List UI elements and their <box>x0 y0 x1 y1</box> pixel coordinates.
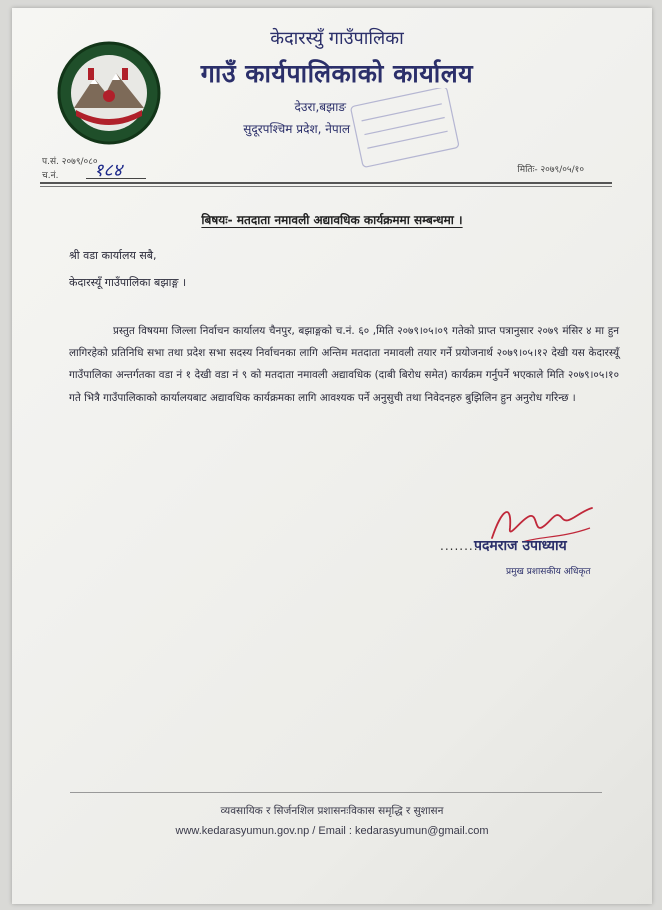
signatory-title: प्रमुख प्रशासकीय अधिकृत <box>506 567 591 577</box>
address-line-2: सुदूरपश्चिम प्रदेश, नेपाल <box>243 122 350 136</box>
address-line-1: देउरा,बझाङ <box>294 100 346 114</box>
cn-label: च.नं. <box>42 171 59 181</box>
municipality-name: केदारस्युँ गाउँपालिका <box>270 28 404 49</box>
footer-divider <box>70 792 602 793</box>
emblem-icon <box>54 38 164 148</box>
ps-number: प.सं. २०७९/०८० <box>42 157 98 167</box>
signature-dots: ........ <box>440 539 479 553</box>
footer-slogan: व्यवसायिक र सिर्जनशिल प्रशासनःविकास समृद्धि र सुशासन <box>220 805 444 817</box>
cn-handwritten-number: १८४ <box>94 160 123 181</box>
header-divider-thin <box>40 186 612 187</box>
cn-underline <box>86 178 146 179</box>
header-divider <box>40 182 612 184</box>
letter-date: मितिः- २०७९/०५/१० <box>517 165 584 175</box>
office-stamp-icon <box>350 88 460 168</box>
recipient-line-1: श्री वडा कार्यालय सबै, <box>69 249 157 262</box>
letter-body: प्रस्तुत विषयमा जिल्ला निर्वाचन कार्यालय चैनपुर, बझाङ्गको च.नं. ६० ,मिति २०७९।०५।०९ गतेको प्राप्त पत्रानुसार २०७९ मंसिर ४ मा हुन लागिरहेको प्रतिनिधि सभा तथा प्रदेश सभा सदस्य निर्वाचनका लागि अन्तिम मतदाता नमावली तयार गर्ने प्रयोजनार्थ २०७९।०५।१२ देखी यस केदारस्यूँ गाउँपालिका अन्तर्गतका वडा नं १ देखी वडा नं ९ को मतदाता नमावली अद्यावधिक (दाबी बिरोध समेत) कार्यक्रम गर्नुपर्ने भएकाले मिति २०७९।०५।१० गते भित्रै गाउँपालिकाको कार्यालयबाट अद्यावधिक कार्यक्रमका लागि आवश्यक पर्ने अनुसुची तथा निवेदनहरु बुझिलिन हुन अनुरोध गरिन्छ । <box>69 325 619 404</box>
letter-page <box>12 8 652 904</box>
subject-text: बिषयः- मतदाता नमावली अद्यावधिक कार्यक्रममा सम्बन्धमा । <box>201 213 463 227</box>
subject-line <box>12 211 652 228</box>
recipient-line-2: केदारस्यूँ गाउँपालिका बझाङ्ग । <box>69 276 187 289</box>
footer-contact: www.kedarasyumun.gov.np / Email : kedarasyumun@gmail.com <box>175 825 489 837</box>
signatory-name: पदमराज उपाध्याय <box>474 538 567 554</box>
office-name: गाउँ कार्यपालिकाको कार्यालय <box>200 59 474 88</box>
